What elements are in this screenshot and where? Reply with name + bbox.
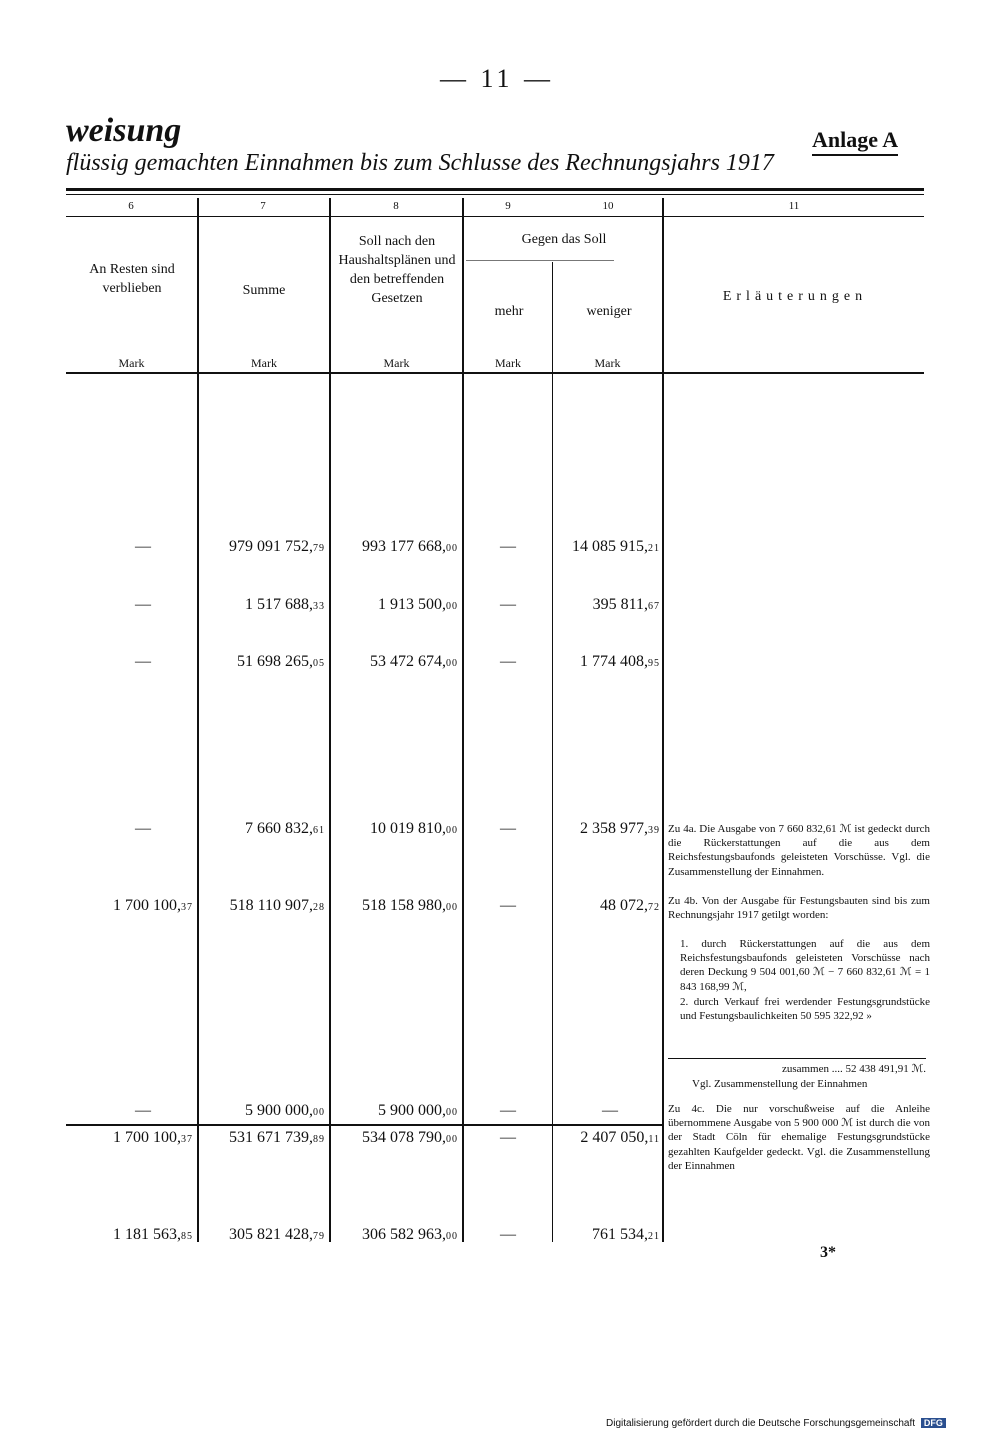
cell-value: 14 085 915 (572, 538, 644, 555)
table-cell-soll: 306 582 963,00 (362, 1226, 458, 1243)
cell-decimals: 21 (648, 1231, 660, 1242)
cell-decimals: 11 (648, 1134, 660, 1145)
note-4a: Zu 4a. Die Ausgabe von 7 660 832,61 ℳ ist gedeckt durch die Rückerstattungen auf die aus dem Reichsfestungsbaufonds geleisteten Vorschüsse. Vgl. die Zusammenstellung der Einnahmen. (668, 823, 930, 878)
table-cell-reste: 1 700 100,37 (113, 1129, 193, 1146)
top-rule-thin (66, 194, 924, 195)
cell-value: 2 407 050 (580, 1129, 645, 1146)
cell-decimals: 00 (446, 1134, 458, 1145)
unit-col9: Mark (495, 356, 521, 370)
cell-decimals: 00 (446, 825, 458, 836)
table-cell-soll: 5 900 000,00 (378, 1102, 458, 1119)
colnum-8: 8 (393, 200, 399, 212)
cell-value: 48 072 (600, 897, 644, 914)
cell-decimals: 00 (446, 902, 458, 913)
cell-decimals: 05 (313, 658, 325, 669)
cell-value: 534 078 790 (362, 1129, 442, 1146)
cell-value: 1 700 100 (113, 897, 177, 914)
cell-decimals: 79 (313, 543, 325, 554)
cell-value: 305 821 428 (229, 1226, 309, 1243)
cell-value: 1 181 563 (113, 1226, 177, 1243)
table-cell-summe: 51 698 265,05 (237, 653, 325, 670)
cell-value: 306 582 963 (362, 1226, 442, 1243)
cell-decimals: 85 (181, 1231, 193, 1242)
cell-value: 5 900 000 (245, 1102, 309, 1119)
cell-value: 1 774 408 (580, 653, 644, 670)
table-cell-mehr: — (500, 1129, 516, 1146)
table-cell-mehr: — (500, 1102, 516, 1119)
table-cell-mehr: — (500, 596, 516, 613)
note-4b: Zu 4b. Von der Ausgabe für Festungsbauten sind bis zum Rechnungsjahr 1917 getilgt worden: (668, 895, 930, 922)
header-group-soll: Gegen das Soll (521, 232, 607, 247)
table-cell-weniger: 1 774 408,95 (580, 653, 660, 670)
table-cell-reste-empty: — (135, 596, 151, 613)
table-cell-weniger: 48 072,72 (600, 897, 660, 914)
total-rule (66, 1124, 664, 1126)
footer-text: Digitalisierung gefördert durch die Deutsche Forschungsgemeinschaft (606, 1418, 916, 1429)
table-cell-mehr: — (500, 653, 516, 670)
page-number: — 11 — (440, 64, 555, 93)
table-cell-weniger: 2 358 977,39 (580, 820, 660, 837)
table-cell-summe: 531 671 739,89 (229, 1129, 325, 1146)
cell-decimals: 00 (446, 658, 458, 669)
header-col10: weniger (586, 304, 632, 319)
col-divider-8-9 (462, 198, 464, 1242)
cell-value: 51 698 265 (237, 653, 309, 670)
table-cell-weniger: 761 534,21 (592, 1226, 660, 1243)
cell-value: 395 811 (592, 596, 644, 613)
page-subtitle: flüssig gemachten Einnahmen bis zum Schlusse des Rechnungsjahrs 1917 (66, 150, 774, 176)
table-cell-mehr: — (500, 897, 516, 914)
table-cell-soll: 534 078 790,00 (362, 1129, 458, 1146)
table-cell-soll: 10 019 810,00 (370, 820, 458, 837)
cell-value: 10 019 810 (370, 820, 442, 837)
table-cell-weniger-empty: — (602, 1102, 618, 1119)
dfg-logo: DFG (921, 1418, 946, 1428)
cell-value: 531 671 739 (229, 1129, 309, 1146)
cell-value: 993 177 668 (362, 538, 442, 555)
cell-value: 1 517 688 (245, 596, 309, 613)
colnum-7: 7 (260, 200, 266, 212)
cell-value: 761 534 (592, 1226, 644, 1243)
table-cell-summe: 518 110 907,28 (229, 897, 325, 914)
table-cell-mehr: — (500, 820, 516, 837)
col-divider-7-8 (329, 198, 331, 1242)
cell-decimals: 67 (648, 601, 660, 612)
top-rule (66, 188, 924, 191)
cell-decimals: 61 (313, 825, 325, 836)
table-cell-reste: 1 700 100,37 (113, 897, 193, 914)
cell-value: 53 472 674 (370, 653, 442, 670)
cell-value: 518 110 907 (229, 897, 309, 914)
table-cell-mehr: — (500, 538, 516, 555)
header-bottom-rule (66, 372, 924, 374)
cell-decimals: 95 (648, 658, 660, 669)
cell-decimals: 00 (313, 1107, 325, 1118)
table-cell-soll: 1 913 500,00 (378, 596, 458, 613)
colnum-9: 9 (505, 200, 511, 212)
col-divider-6-7 (197, 198, 199, 1242)
cell-value: 7 660 832 (245, 820, 309, 837)
col-divider-10-11 (662, 198, 664, 1242)
unit-col6: Mark (118, 356, 145, 370)
table-cell-summe: 305 821 428,79 (229, 1226, 325, 1243)
note-4c: Zu 4c. Die nur vorschußweise auf die Anleihe übernommene Ausgabe von 5 900 000 ℳ ist durch die von der Stadt Cöln für ehemalige Festungsgrundstücke gezahlten Kaufgelder gedeckt. Vgl. die Zusammenstellung der Einnahmen (668, 1103, 930, 1172)
cell-value: 5 900 000 (378, 1102, 442, 1119)
header-col11: Erläuterungen (722, 289, 868, 304)
cell-decimals: 33 (313, 601, 325, 612)
footer-credit (606, 1418, 946, 1429)
table-cell-weniger: 2 407 050,11 (580, 1129, 660, 1146)
cell-value: 979 091 752 (229, 538, 309, 555)
table-cell-reste: 1 181 563,85 (113, 1226, 193, 1243)
cell-decimals: 89 (313, 1134, 325, 1145)
table-cell-weniger: 14 085 915,21 (572, 538, 660, 555)
cell-decimals: 28 (313, 902, 325, 913)
cell-decimals: 21 (648, 543, 660, 554)
note-4b-sum: zusammen .... 52 438 491,91 ℳ. (668, 1058, 926, 1076)
page-title: weisung (66, 112, 182, 149)
note-4b-item1: 1. durch Rückerstattungen auf die aus dem Reichsfestungsbaufonds geleisteten Vorschüsse nach deren Deckung 9 504 001,60 ℳ − 7 660 832,61 ℳ = 1 843 168,99 ℳ, (680, 938, 930, 993)
header-col7: Summe (242, 283, 286, 298)
header-col8: Soll nach den Haushaltsplänen und den betreffenden Gesetzen (338, 234, 456, 306)
cell-decimals: 00 (446, 1231, 458, 1242)
cell-decimals: 79 (313, 1231, 325, 1242)
table-cell-reste-empty: — (135, 538, 151, 555)
table-cell-summe: 1 517 688,33 (245, 596, 325, 613)
colnum-10: 10 (602, 200, 614, 212)
table-cell-weniger: 395 811,67 (592, 596, 660, 613)
table-cell-summe: 7 660 832,61 (245, 820, 325, 837)
note-4b-ref: Vgl. Zusammenstellung der Einnahmen (692, 1078, 868, 1090)
cell-value: 2 358 977 (580, 820, 644, 837)
unit-col10: Mark (594, 356, 621, 370)
table-cell-mehr: — (500, 1226, 516, 1243)
table-cell-soll: 518 158 980,00 (362, 897, 458, 914)
header-col9: mehr (494, 304, 524, 319)
cell-decimals: 00 (446, 543, 458, 554)
cell-value: 518 158 980 (362, 897, 442, 914)
table-cell-summe: 5 900 000,00 (245, 1102, 325, 1119)
table-cell-summe: 979 091 752,79 (229, 538, 325, 555)
cell-value: 1 700 100 (113, 1129, 177, 1146)
header-col6: An Resten sind verblieben (89, 262, 175, 296)
cell-decimals: 39 (648, 825, 660, 836)
colnum-rule (66, 216, 924, 217)
anlage-label: Anlage A (812, 127, 898, 156)
table-cell-soll: 993 177 668,00 (362, 538, 458, 555)
col-divider-9-10 (552, 262, 553, 1242)
cell-decimals: 00 (446, 601, 458, 612)
table-cell-reste-empty: — (135, 820, 151, 837)
cell-decimals: 37 (181, 1134, 193, 1145)
cell-value: 1 913 500 (378, 596, 442, 613)
group-rule (466, 260, 614, 261)
table-cell-soll: 53 472 674,00 (370, 653, 458, 670)
table-cell-reste-empty: — (135, 653, 151, 670)
colnum-11: 11 (788, 200, 800, 212)
cell-decimals: 00 (446, 1107, 458, 1118)
cell-decimals: 37 (181, 902, 193, 913)
page-signature-mark: 3* (820, 1244, 836, 1261)
note-4b-item2: 2. durch Verkauf frei werdender Festungsgrundstücke und Festungsbaulichkeiten 50 595 322,92 » (680, 996, 930, 1023)
unit-col7: Mark (251, 356, 277, 370)
table-cell-reste-empty: — (135, 1102, 151, 1119)
colnum-6: 6 (128, 200, 134, 212)
unit-col8: Mark (383, 356, 410, 370)
cell-decimals: 72 (648, 902, 660, 913)
